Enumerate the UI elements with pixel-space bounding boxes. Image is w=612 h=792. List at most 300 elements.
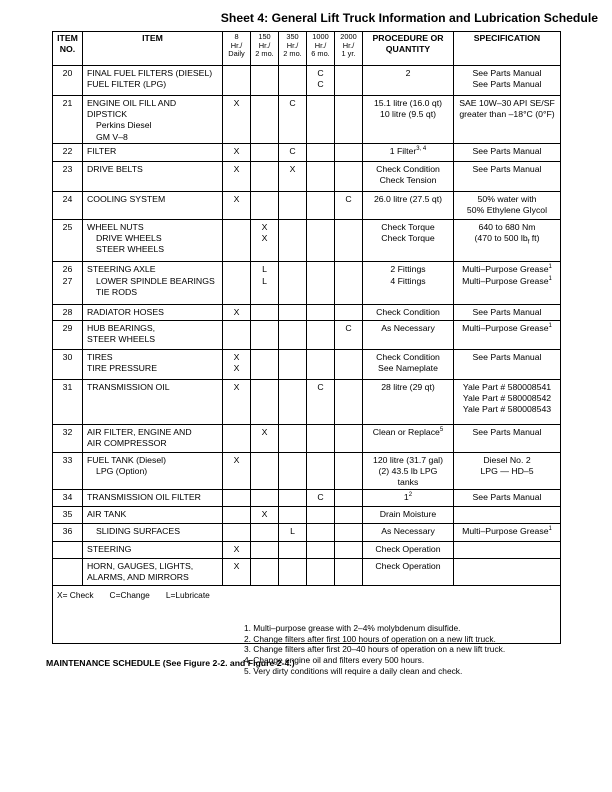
item-line [87,287,222,298]
interval-cell [335,143,363,161]
item-text: ALARMS, AND MIRRORS [87,571,189,582]
item-line [87,352,222,363]
torque-unit: ft) [531,233,540,244]
cell-line: 28 litre (29 qt) [381,381,435,392]
spec-line [454,455,560,466]
interval-cell [251,143,279,161]
item-line [87,544,222,555]
cell-line: As Necessary [381,525,435,536]
item-name [83,490,223,507]
cell-line: X [261,509,268,520]
spec-text: Yale Part # 580008541 [462,381,552,392]
cell-line: Clean or Replace [372,427,440,438]
item-name [83,541,223,558]
table-row [53,453,561,490]
interval-cell [251,161,279,191]
cell-line: 29 [62,322,73,333]
cell-line: As Necessary [381,322,435,333]
specification-cell [454,490,561,507]
interval-cell [279,320,307,349]
schedule-body [53,66,561,586]
specification-cell [454,453,561,490]
item-line [87,455,222,466]
item-text: LOWER SPINDLE BEARINGS [96,275,215,286]
interval-cell [335,192,363,220]
spec-line [454,205,560,216]
cell-line: 24 [62,194,73,205]
item-number [53,143,83,161]
procedure-cell [363,453,454,490]
spec-text: 50% Ethylene Glycol [466,205,548,216]
item-text: TRANSMISSION OIL FILTER [87,492,201,503]
specification-cell [454,161,561,191]
header-item-no: ITEM NO. [53,32,83,66]
interval-cell [335,507,363,523]
item-line [87,98,222,109]
interval-cell [223,453,251,490]
procedure-cell [363,304,454,320]
interval-cell [307,262,335,304]
item-name [83,220,223,262]
specification-cell [454,66,561,96]
item-text: RADIATOR HOSES [87,306,164,317]
procedure-cell [363,523,454,541]
procedure-cell [363,320,454,349]
spec-text: See Parts Manual [472,79,542,90]
cell-line: X [233,351,240,362]
item-text: STEER WHEELS [96,244,165,255]
spec-text: 50% water with [477,194,537,205]
interval-cell [335,320,363,349]
interval-cell [251,262,279,304]
item-line [87,334,222,345]
item-text: STEERING [87,543,132,554]
item-text: TIE RODS [96,286,138,297]
interval-cell [251,541,279,558]
interval-cell [335,304,363,320]
procedure-cell [363,220,454,262]
spec-line [454,466,560,477]
interval-cell [251,192,279,220]
procedure-cell [363,541,454,558]
item-line [87,466,222,477]
cell-line: (2) 43.5 lb LPG [378,466,438,477]
item-line [87,276,222,287]
procedure-cell [363,192,454,220]
item-number [53,161,83,191]
header-interval-350hr: 350 Hr./ 2 mo. [279,32,307,66]
procedure-cell [363,262,454,304]
item-line [87,572,222,583]
item-name [83,304,223,320]
maintenance-schedule-table [52,31,561,644]
item-text: LPG (Option) [96,466,148,477]
item-text: DRIVE WHEELS [96,233,162,244]
spec-line [454,276,560,287]
interval-cell [223,143,251,161]
item-number [53,490,83,507]
item-name [83,143,223,161]
spec-line [454,492,560,503]
spec-text: Multi–Purpose Grease [462,525,549,536]
spec-line [454,264,560,275]
item-text: COOLING SYSTEM [87,194,166,205]
cell-line: X [261,427,268,438]
cell-line: 15.1 litre (16.0 qt) [373,98,443,109]
item-name [83,507,223,523]
procedure-cell [363,96,454,144]
cell-line: 26 [62,264,73,275]
legend-check: X= Check [57,590,94,600]
item-line [87,526,222,537]
cell-line: Check Torque [381,233,435,244]
spec-text: See Parts Manual [472,427,542,438]
item-number [53,425,83,453]
item-text: FILTER [87,145,117,156]
interval-cell [279,66,307,96]
item-text: AIR TANK [87,509,127,520]
specification-cell [454,143,561,161]
cell-line: 34 [62,492,73,503]
cell-line: Drain Moisture [379,509,437,520]
item-name [83,349,223,379]
cell-line: 2 Fittings [390,264,426,275]
table-row [53,220,561,262]
spec-text: Multi–Purpose Grease [462,275,549,286]
interval-cell [307,558,335,585]
interval-cell [279,558,307,585]
spec-line [454,98,560,109]
item-text: FINAL FUEL FILTERS (DIESEL) [87,68,213,78]
item-line [87,146,222,157]
interval-cell [279,220,307,262]
specification-cell [454,507,561,523]
table-row [53,262,561,304]
item-text: AIR FILTER, ENGINE AND [87,427,192,438]
table-row [53,379,561,424]
cell-line: X [289,163,296,174]
cell-line: 20 [62,68,73,78]
cell-line: 33 [62,455,73,466]
cell-line: 4 Fittings [390,275,426,286]
interval-cell [335,161,363,191]
interval-cell [251,558,279,585]
item-name [83,320,223,349]
item-line [87,194,222,205]
item-line [87,68,222,79]
interval-cell [223,490,251,507]
item-name [83,96,223,144]
footnote-5: 5. Very dirty conditions will require a daily clean and check. [244,665,463,676]
torque-line [454,233,560,247]
footnote-ref: 1 [548,275,552,282]
table-row [53,161,561,191]
cell-line: 35 [62,509,73,520]
procedure-cell [363,349,454,379]
interval-cell [335,66,363,96]
item-line [87,492,222,503]
header-interval-1000hr: 1000 Hr./ 6 mo. [307,32,335,66]
interval-cell [251,220,279,262]
interval-cell [251,453,279,490]
interval-cell [251,349,279,379]
table-row [53,320,561,349]
interval-cell [335,262,363,304]
legend-lubricate: L=Lubricate [165,590,210,600]
interval-cell [279,143,307,161]
table-caption: MAINTENANCE SCHEDULE (See Figure 2-2. and Figure 2-4.) [46,658,295,668]
cell-line: C [345,322,352,333]
cell-line: X [233,381,240,392]
procedure-cell [363,161,454,191]
interval-cell [307,507,335,523]
header-specification: SPECIFICATION [454,32,561,66]
sheet-title: Sheet 4: General Lift Truck Information and Lubrication Schedule [220,11,598,25]
cell-line: Check Condition [376,163,440,174]
item-line [87,79,222,90]
cell-line: L [262,275,267,286]
spec-line [454,526,560,537]
specification-cell [454,320,561,349]
interval-cell [223,320,251,349]
cell-line: C [345,194,352,205]
spec-line [454,393,560,404]
header-procedure: PROCEDURE OR QUANTITY [363,32,454,66]
interval-cell [223,349,251,379]
interval-cell [279,192,307,220]
interval-cell [335,558,363,585]
cell-line: X [261,233,268,244]
interval-cell [223,192,251,220]
interval-cell [307,379,335,424]
footnote-ref: 1 [548,322,552,329]
item-line [87,222,222,233]
item-number [53,349,83,379]
interval-cell [223,541,251,558]
table-row [53,541,561,558]
header-row [53,32,561,66]
item-text: DRIVE BELTS [87,163,143,174]
header-interval-150hr: 150 Hr./ 2 mo. [251,32,279,66]
table-row [53,143,561,161]
footnote-2: 2. Change filters after first 100 hours of operation on a new lift truck. [244,633,496,644]
interval-cell [223,262,251,304]
footnote-ref: 5 [439,427,444,434]
specification-cell [454,262,561,304]
item-line [87,509,222,520]
procedure-cell [363,507,454,523]
cell-line: X [233,455,240,466]
spec-line [454,427,560,438]
spec-text: SAE 10W–30 API SE/SF [459,98,555,109]
item-line [87,323,222,334]
spec-text: Multi–Purpose Grease [462,264,549,275]
interval-cell [223,66,251,96]
item-text: FUEL TANK (Diesel) [87,455,167,466]
item-number [53,379,83,424]
item-line [87,120,222,131]
footnotes [244,623,505,676]
item-text: SLIDING SURFACES [96,525,180,536]
item-line [87,164,222,175]
torque-text: (470 to 500 lb [474,233,528,244]
interval-cell [307,453,335,490]
cell-line: X [233,560,240,571]
item-text: DIPSTICK [87,109,128,120]
cell-line: 26.0 litre (27.5 qt) [373,194,443,205]
cell-line: Check Condition [376,306,440,317]
footnote-ref: 3, 4 [416,145,427,152]
item-number [53,192,83,220]
interval-cell [307,96,335,144]
interval-cell [307,220,335,262]
interval-cell [251,425,279,453]
cell-line: X [233,163,240,174]
cell-line: C [317,381,324,392]
table-row [53,192,561,220]
interval-cell [335,541,363,558]
specification-cell [454,541,561,558]
spec-line [454,352,560,363]
cell-line: Check Condition [376,351,440,362]
spec-text: See Parts Manual [472,145,542,156]
interval-cell [279,161,307,191]
interval-cell [307,320,335,349]
interval-cell [307,523,335,541]
cell-line: 2 [405,68,411,78]
interval-cell [307,304,335,320]
spec-text: See Parts Manual [472,306,542,317]
cell-line: L [290,525,295,536]
cell-line: C [317,79,324,90]
specification-cell [454,425,561,453]
item-name [83,379,223,424]
specification-cell [454,349,561,379]
spec-line [454,79,560,90]
item-name [83,558,223,585]
spec-line [454,109,560,120]
procedure-cell [363,379,454,424]
specification-cell [454,304,561,320]
item-number [53,507,83,523]
cell-line: 30 [62,351,73,362]
interval-cell [251,379,279,424]
footnote-3: 3. Change filters after first 20–40 hours of operation on a new lift truck. [244,644,506,655]
cell-line: 120 litre (31.7 gal) [372,455,444,466]
header-interval-8hr: 8 Hr./ Daily [223,32,251,66]
spec-text: Diesel No. 2 [483,455,531,466]
interval-cell [335,96,363,144]
footnote-4: 4. Change engine oil and filters every 500 hours. [244,655,425,666]
interval-cell [307,66,335,96]
legend [57,590,556,601]
spec-text: See Parts Manual [472,492,542,503]
spec-line [454,404,560,415]
cell-line: 21 [62,98,73,109]
spec-text: See Parts Manual [472,163,542,174]
item-text: TRANSMISSION OIL [87,381,170,392]
cell-line: C [317,68,324,78]
table-row [53,425,561,453]
cell-line: Check Operation [375,560,441,571]
interval-cell [251,507,279,523]
item-number [53,320,83,349]
item-text: TIRE PRESSURE [87,362,157,373]
item-line [87,233,222,244]
procedure-cell [363,558,454,585]
spec-text: See Parts Manual [472,68,542,78]
spec-text: greater than –18°C (0°F) [459,109,555,120]
interval-cell [251,304,279,320]
item-name [83,66,223,96]
item-text: HORN, GAUGES, LIGHTS, [87,560,194,571]
cell-line: C [289,98,296,109]
spec-line [454,68,560,79]
interval-cell [279,425,307,453]
item-number [53,541,83,558]
item-name [83,262,223,304]
item-name [83,453,223,490]
item-number [53,558,83,585]
spec-line [454,382,560,393]
cell-line: 36 [62,525,73,536]
cell-line: X [233,306,240,317]
procedure-cell [363,66,454,96]
table-row [53,304,561,320]
item-line [87,382,222,393]
item-number [53,304,83,320]
item-line [87,561,222,572]
interval-cell [251,66,279,96]
spec-text: Yale Part # 580008543 [462,404,552,415]
procedure-cell [363,143,454,161]
interval-cell [251,523,279,541]
interval-cell [279,490,307,507]
procedure-cell [363,490,454,507]
item-text: HUB BEARINGS, [87,322,156,333]
spec-line [454,194,560,205]
interval-cell [251,490,279,507]
interval-cell [223,220,251,262]
interval-cell [279,507,307,523]
legend-change: C=Change [109,590,150,600]
item-text: AIR COMPRESSOR [87,438,167,449]
cell-line: X [261,222,268,233]
item-name [83,161,223,191]
interval-cell [223,523,251,541]
specification-cell [454,220,561,262]
item-text: STEERING AXLE [87,264,156,275]
item-line [87,363,222,374]
item-number [53,96,83,144]
spec-text: LPG — HD–5 [480,466,534,477]
cell-line: 1 [403,492,409,503]
interval-cell [223,161,251,191]
table-row [53,558,561,585]
cell-line: X [233,194,240,205]
cell-line: 640 to 680 Nm [478,222,536,233]
item-line [87,109,222,120]
interval-cell [307,349,335,379]
cell-line: 25 [62,222,73,233]
interval-cell [335,453,363,490]
cell-line: C [289,145,296,156]
item-number [53,66,83,96]
table-row [53,96,561,144]
interval-cell [307,425,335,453]
interval-cell [279,96,307,144]
cell-line: X [233,362,240,373]
